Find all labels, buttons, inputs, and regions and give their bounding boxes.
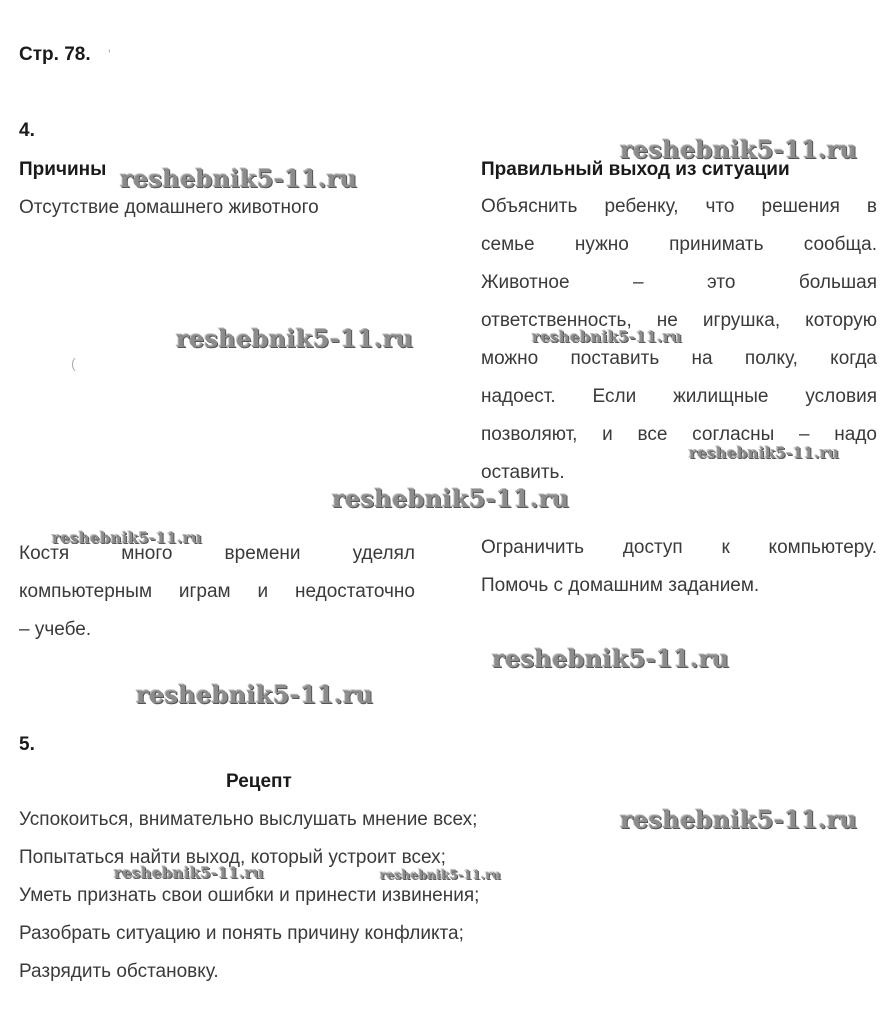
row1-solution [481, 188, 877, 492]
solution-header: Правильный выход из ситуации [481, 159, 790, 180]
row1-solution-line: можно поставить на полку, когда [481, 348, 877, 369]
row1-solution-line: оставить. [481, 462, 565, 483]
watermark: reshebnik5-11.ru [380, 868, 502, 882]
row1-solution-line: надоест. Если жилищные условия [481, 386, 877, 407]
recipe-heading: Рецепт [226, 771, 292, 792]
row2-solution-line: Ограничить доступ к компьютеру. [481, 537, 877, 558]
watermark: reshebnik5-11.ru [492, 644, 730, 673]
watermark: reshebnik5-11.ru [136, 680, 374, 709]
task5-number: 5. [19, 734, 35, 755]
row2-cause-line: компьютерным играм и недостаточно [19, 581, 415, 602]
recipe-item: Разрядить обстановку. [19, 961, 219, 982]
watermark: reshebnik5-11.ru [532, 328, 683, 346]
row2-solution [481, 529, 877, 605]
scan-mark: ' [108, 46, 111, 62]
watermark: reshebnik5-11.ru [689, 444, 840, 462]
recipe-item: Успокоиться, внимательно выслушать мнение всех; [19, 809, 478, 830]
recipe-item: Уметь признать свои ошибки и принести извинения; [19, 885, 480, 906]
row2-cause-line: Костя много времени уделял [19, 543, 415, 564]
watermark: reshebnik5-11.ru [120, 164, 358, 193]
row2-cause [19, 535, 415, 649]
watermark: reshebnik5-11.ru [52, 529, 203, 547]
recipe-list [19, 801, 479, 991]
watermark: reshebnik5-11.ru [620, 805, 858, 834]
watermark: reshebnik5-11.ru [176, 324, 414, 353]
row1-cause: Отсутствие домашнего животного [19, 197, 319, 218]
recipe-item: Попытаться найти выход, который устроит всех; [19, 847, 446, 868]
recipe-item: Разобрать ситуацию и понять причину конфликта; [19, 923, 464, 944]
task4-number: 4. [19, 120, 35, 141]
watermark: reshebnik5-11.ru [332, 484, 570, 513]
causes-header: Причины [19, 159, 107, 180]
scan-mark: ( [71, 355, 76, 371]
row1-solution-line: Животное – это большая [481, 272, 877, 293]
row1-solution-line: позволяют, и все согласны – надо [481, 424, 877, 445]
row1-solution-line: Объяснить ребенку, что решения в [481, 196, 877, 217]
row2-cause-line: – учебе. [19, 619, 92, 640]
watermark: reshebnik5-11.ru [114, 864, 265, 882]
watermark: reshebnik5-11.ru [620, 135, 858, 164]
row1-solution-line: семье нужно принимать сообща. [481, 234, 877, 255]
row2-solution-line: Помочь с домашним заданием. [481, 575, 760, 596]
row1-solution-line: ответственность, не игрушка, которую [481, 310, 877, 331]
page-label: Стр. 78. [19, 44, 91, 65]
